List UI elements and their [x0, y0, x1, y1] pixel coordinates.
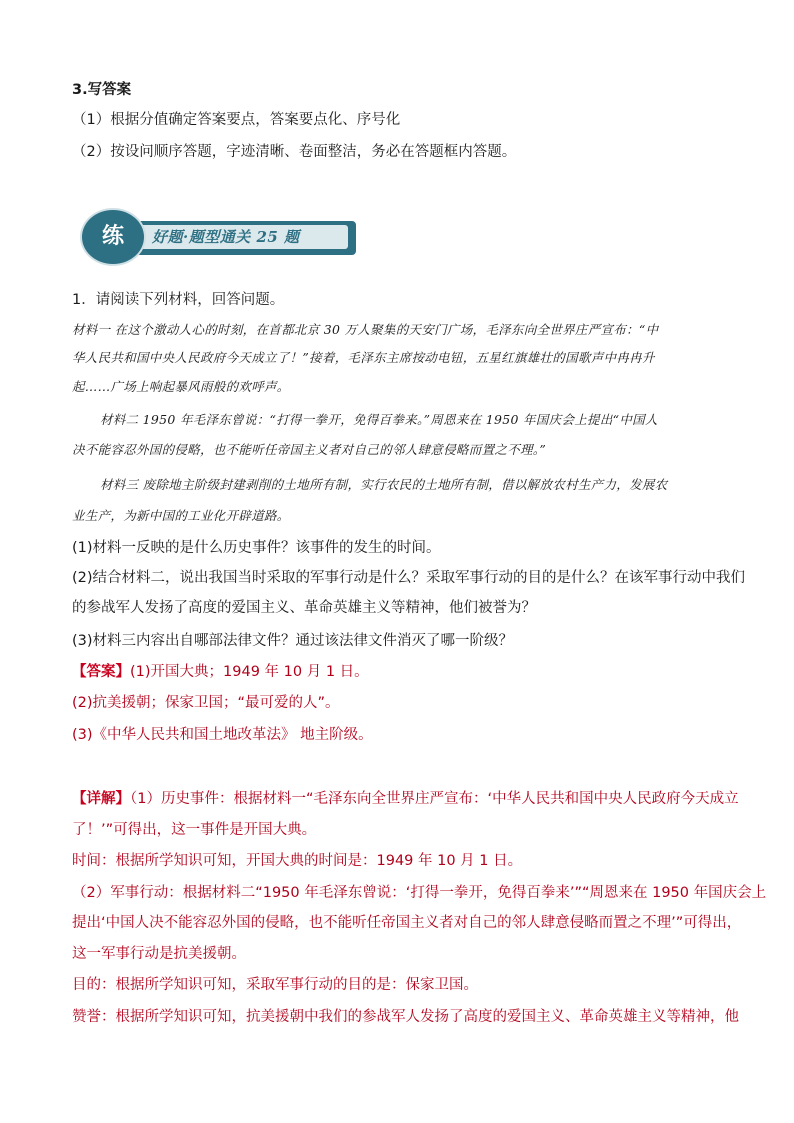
question-stem: 1．请阅读下列材料，回答问题。 [72, 292, 285, 308]
answer-tag: 【答案】 [72, 664, 130, 680]
material3-line-2: 业生产，为新中国的工业化开辟道路。 [72, 508, 290, 523]
material1-line-2: 华人民共和国中央人民政府今天成立了！”接着，毛泽东主席按动电钮，五星红旗雄壮的国歌声中冉冉升 [72, 350, 655, 365]
answer-line-3: (3)《中华人民共和国土地改革法》 地主阶级。 [72, 727, 373, 743]
banner-badge-text: 练 [101, 223, 124, 249]
explanation-line-3: 时间：根据所学知识可知，开国大典的时间是：1949 年 10 月 1 日。 [72, 853, 523, 869]
explanation-line-5: 提出‘中国人决不能容忍外国的侵略，也不能听任帝国主义者对自己的邻人肆意侵略而置之不理’”可得出， [72, 915, 742, 931]
explanation-line-8: 赞誉：根据所学知识可知，抗美援朝中我们的参战军人发扬了高度的爱国主义、革命英雄主义等精神，他 [72, 1009, 739, 1025]
sub-question-2-cont: 的参战军人发扬了高度的爱国主义、革命英雄主义等精神，他们被誉为？ [72, 600, 536, 616]
explanation-1-text: （1）历史事件：根据材料一“毛泽东向全世界庄严宣布：‘中华人民共和国中央人民政府今天成立 [130, 791, 739, 807]
answer-1-text: (1)开国大典；1949 年 10 月 1 日。 [130, 664, 369, 680]
explanation-line-2: 了！’”可得出，这一事件是开国大典。 [72, 822, 317, 838]
explanation-line-4: （2）军事行动：根据材料二“1950 年毛泽东曾说：‘打得一拳开，免得百拳来’”“周恩来在 1950 年国庆会上 [72, 885, 767, 901]
practice-banner [80, 208, 360, 266]
material1-line-3: 起……广场上响起暴风雨般的欢呼声。 [72, 379, 290, 394]
material2-line-1: 材料二 1950 年毛泽东曾说：“打得一拳开，免得百拳来。”周恩来在 1950 年国庆会上提出“中国人 [100, 412, 658, 427]
banner-text: 好题·题型通关 25 题 [152, 228, 300, 246]
sub-question-2: (2)结合材料二，说出我国当时采取的军事行动是什么？采取军事行动的目的是什么？在该军事行动中我们 [72, 570, 746, 586]
sub-question-1: (1)材料一反映的是什么历史事件？该事件的发生的时间。 [72, 540, 441, 556]
explanation-line-1 [72, 789, 739, 809]
material2-line-2: 决不能容忍外国的侵略，也不能听任帝国主义者对自己的邻人肆意侵略而置之不理。” [72, 442, 547, 457]
sub-question-3: (3)材料三内容出自哪部法律文件？通过该法律文件消灭了哪一阶级？ [72, 633, 514, 649]
material1-line-1: 材料一 在这个激动人心的时刻，在首都北京 30 万人聚集的天安门广场，毛泽东向全世界庄严宣布：“中 [72, 322, 659, 337]
answer-line-1 [72, 662, 727, 682]
banner-badge [80, 208, 146, 266]
section-item-1: （1）根据分值确定答案要点，答案要点化、序号化 [72, 112, 401, 128]
section-title: 3.写答案 [72, 82, 132, 98]
explanation-line-6: 这一军事行动是抗美援朝。 [72, 946, 246, 962]
explanation-line-7: 目的：根据所学知识可知，采取军事行动的目的是：保家卫国。 [72, 977, 478, 993]
material3-line-1: 材料三 废除地主阶级封建剥削的土地所有制，实行农民的土地所有制，借以解放农村生产力，发展农 [100, 477, 668, 492]
explanation-tag: 【详解】 [72, 791, 130, 807]
section-item-2: （2）按设问顺序答题，字迹清晰、卷面整洁，务必在答题框内答题。 [72, 144, 517, 160]
banner-bar [136, 221, 356, 255]
answer-line-2: (2)抗美援朝；保家卫国；“最可爱的人”。 [72, 695, 340, 711]
